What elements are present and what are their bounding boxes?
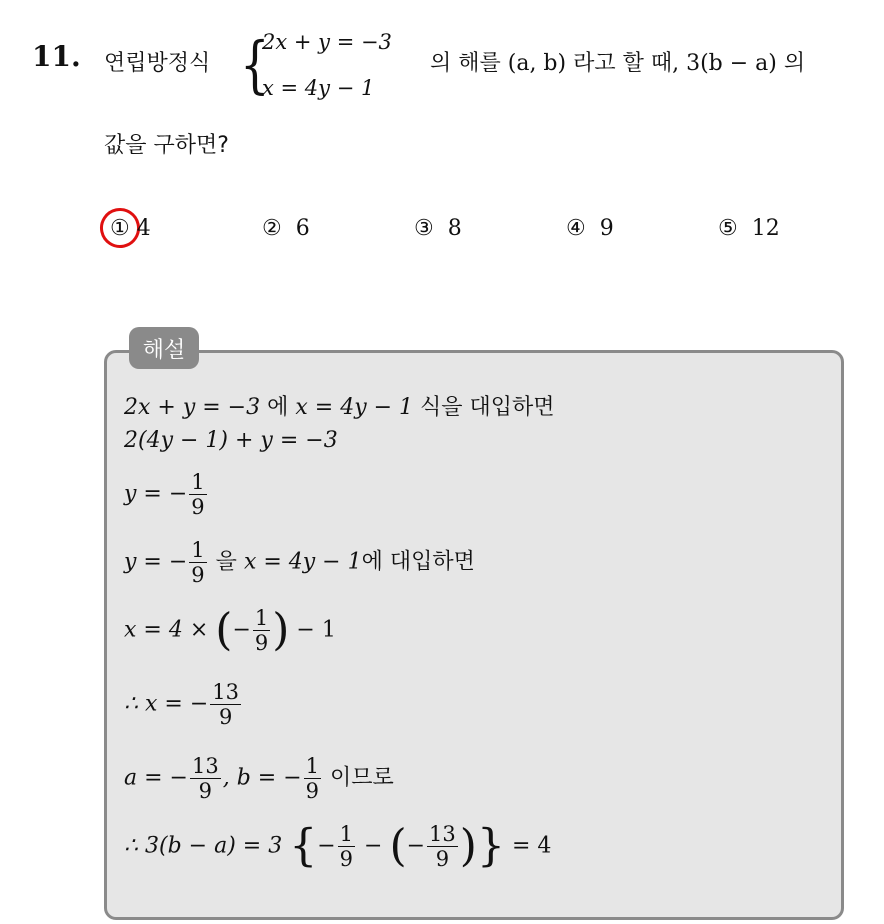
equation-1: 2x + y = −3 xyxy=(262,30,392,54)
solution-line-5: x = 4 × (− $\frac{1}{9}$ ) − 1 xyxy=(124,604,336,656)
choice-label: ⑤ xyxy=(718,216,738,241)
fraction: $\frac{1}{9}$ xyxy=(191,538,205,588)
fraction: $\frac{1}{9}$ xyxy=(305,754,320,804)
fraction: $\frac{13}{9}$ xyxy=(212,680,239,730)
choice-value: 4 xyxy=(136,216,151,241)
solution-tag: 해설 xyxy=(129,327,199,369)
choice-value: 12 xyxy=(751,216,780,241)
solution-line-2: 2(4y − 1) + y = −3 xyxy=(124,428,338,453)
choice-label: ② xyxy=(262,216,282,241)
fraction: $\frac{1}{9}$ xyxy=(254,606,269,656)
question-number: 11. xyxy=(32,40,81,73)
solution-line-4: y = − $\frac{1}{9}$ 을 x = 4y − 1에 대입하면 xyxy=(124,538,475,588)
solution-line-1: 2x + y = −3 에 x = 4y − 1 식을 대입하면 xyxy=(124,395,555,420)
equation-2: x = 4y − 1 xyxy=(262,76,375,100)
choice-4[interactable] xyxy=(566,216,614,241)
fraction: $\frac{1}{9}$ xyxy=(191,470,205,520)
solution-line-7: a = − $\frac{13}{9}$ , b = − $\frac{1}{9}$ 이므로 xyxy=(124,754,394,804)
choice-3[interactable] xyxy=(414,216,462,241)
choice-label: ③ xyxy=(414,216,434,241)
choice-1[interactable] xyxy=(110,216,151,241)
solution-line-3: y = − $\frac{1}{9}$ xyxy=(124,470,205,520)
choice-2[interactable] xyxy=(262,216,310,241)
choice-value: 8 xyxy=(447,216,462,241)
choice-label: ① xyxy=(110,216,130,241)
fraction: $\frac{13}{9}$ xyxy=(429,822,456,872)
solution-line-8: ∴ 3(b − a) = 3 {− $\frac{1}{9}$ − (− $\frac{13}{9}$ )} = 4 xyxy=(124,820,552,872)
system-brace: { xyxy=(240,28,270,101)
question-intro: 연립방정식 xyxy=(104,51,211,76)
fraction: $\frac{1}{9}$ xyxy=(339,822,354,872)
fraction: $\frac{13}{9}$ xyxy=(191,754,219,804)
solution-line-6: ∴ x = − $\frac{13}{9}$ xyxy=(124,680,239,730)
question-tail: 의 해를 (a, b) 라고 할 때, 3(b − a) 의 xyxy=(430,51,806,76)
question-tail-2: 값을 구하면? xyxy=(104,133,229,158)
choice-5[interactable] xyxy=(718,216,780,241)
choice-value: 9 xyxy=(599,216,614,241)
choice-label: ④ xyxy=(566,216,586,241)
choice-value: 6 xyxy=(295,216,310,241)
